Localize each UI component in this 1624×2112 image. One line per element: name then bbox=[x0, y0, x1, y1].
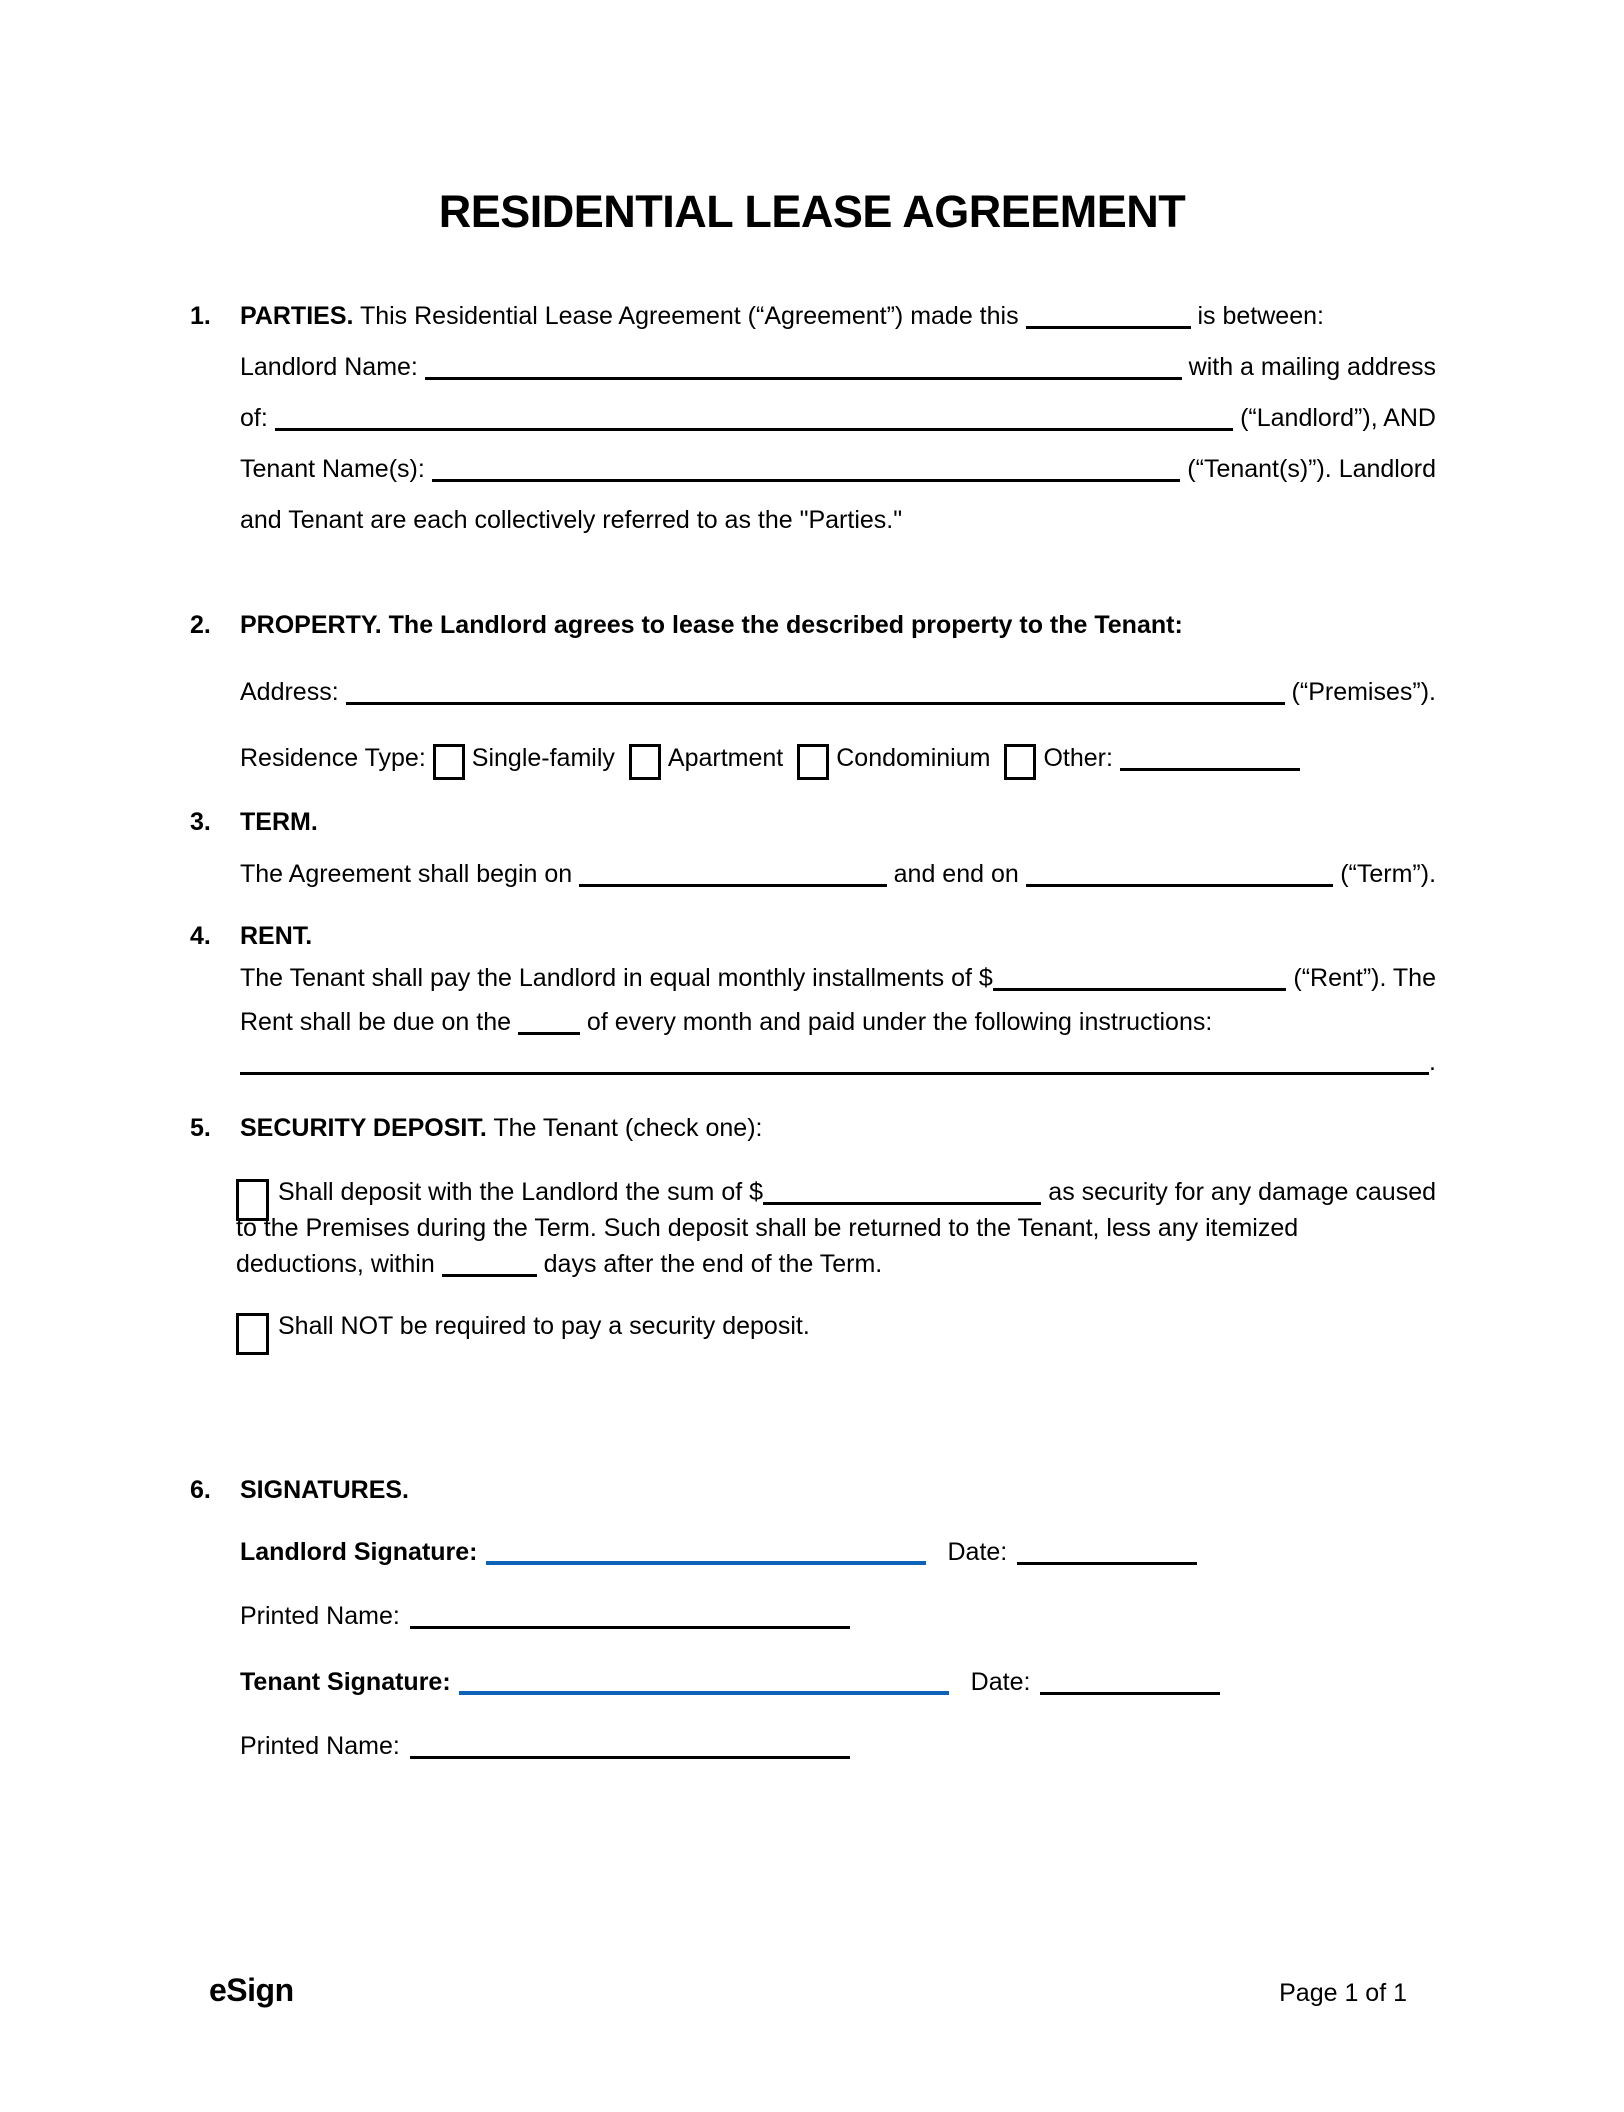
section-5-number: 5. bbox=[190, 1114, 211, 1142]
landlord-date-label: Date: bbox=[947, 1538, 1008, 1566]
blank-landlord-address[interactable] bbox=[275, 419, 1233, 431]
tenant-signature-label: Tenant Signature: bbox=[240, 1668, 451, 1696]
residence-type-label: Residence Type: bbox=[240, 744, 426, 772]
checkbox-apartment[interactable] bbox=[629, 744, 661, 780]
checkbox-single-family[interactable] bbox=[433, 744, 465, 780]
rent-heading-line bbox=[190, 920, 1436, 952]
parties-line-2 bbox=[240, 351, 1436, 383]
rent-amount-suffix: (“Rent”). The bbox=[1286, 964, 1436, 992]
rent-line-3 bbox=[240, 1046, 1436, 1078]
section-2-number: 2. bbox=[190, 611, 211, 639]
landlord-printed-name-row bbox=[240, 1600, 1436, 1632]
section-6-heading: SIGNATURES. bbox=[240, 1476, 409, 1504]
term-heading-line bbox=[190, 806, 1436, 838]
deposit-option-2-text: Shall NOT be required to pay a security deposit. bbox=[278, 1312, 810, 1340]
tenant-date-label: Date: bbox=[970, 1668, 1031, 1696]
deposit-option-1-text-e: days after the end of the Term. bbox=[536, 1250, 883, 1278]
blank-term-start-date[interactable] bbox=[579, 875, 887, 887]
apartment-label: Apartment bbox=[667, 744, 784, 772]
parties-line-5 bbox=[240, 504, 1436, 536]
deposit-option-1-line-2 bbox=[236, 1212, 1436, 1244]
landlord-date-line[interactable] bbox=[1017, 1553, 1197, 1565]
landlord-signature-line-row bbox=[240, 1536, 1436, 1568]
page-footer bbox=[209, 1972, 1407, 2009]
parties-closing-text: and Tenant are each collectively referred to as the "Parties." bbox=[240, 506, 903, 534]
deposit-option-1-text-a: Shall deposit with the Landlord the sum of $ bbox=[278, 1178, 764, 1206]
parties-line-1 bbox=[190, 300, 1436, 332]
parties-intro-suffix: is between: bbox=[1190, 302, 1324, 330]
section-3-heading: TERM. bbox=[240, 808, 318, 836]
blank-agreement-date[interactable] bbox=[1026, 317, 1191, 329]
checkbox-no-deposit[interactable] bbox=[236, 1313, 269, 1355]
tenant-names-suffix: (“Tenant(s)”). Landlord bbox=[1180, 455, 1436, 483]
tenant-printed-name-row bbox=[240, 1730, 1436, 1762]
rent-due-text: Rent shall be due on the bbox=[240, 1008, 518, 1036]
address-suffix: (“Premises”). bbox=[1284, 678, 1436, 706]
deposit-option-1-text-b: as security for any damage caused bbox=[1041, 1178, 1436, 1206]
landlord-name-suffix: with a mailing address bbox=[1181, 353, 1436, 381]
payment-instructions-period: . bbox=[1429, 1048, 1436, 1076]
tenant-printed-name-label: Printed Name: bbox=[240, 1732, 400, 1760]
other-label: Other: bbox=[1043, 744, 1120, 772]
checkbox-condominium[interactable] bbox=[797, 744, 829, 780]
residence-type-line bbox=[240, 742, 1436, 778]
rent-line-2 bbox=[240, 1006, 1436, 1038]
tenant-date-line[interactable] bbox=[1040, 1683, 1220, 1695]
tenant-signature-line[interactable] bbox=[459, 1682, 949, 1695]
document-title: RESIDENTIAL LEASE AGREEMENT bbox=[438, 186, 1186, 237]
single-family-label: Single-family bbox=[471, 744, 615, 772]
deposit-option-1-text-c: to the Premises during the Term. Such deposit shall be returned to the Tenant, less any itemized bbox=[236, 1214, 1299, 1242]
term-end-text: and end on bbox=[886, 860, 1026, 888]
tenant-signature-line-row bbox=[240, 1666, 1436, 1698]
blank-rent-due-day[interactable] bbox=[518, 1023, 580, 1035]
section-2-heading: PROPERTY. bbox=[240, 611, 382, 639]
page-number: Page 1 of 1 bbox=[1279, 1979, 1407, 2007]
blank-payment-instructions[interactable] bbox=[240, 1063, 1429, 1075]
deposit-option-2-line bbox=[236, 1310, 1436, 1352]
landlord-printed-name-line[interactable] bbox=[410, 1617, 850, 1629]
term-suffix: (“Term”). bbox=[1333, 860, 1437, 888]
section-4-heading: RENT. bbox=[240, 922, 313, 950]
section-5-heading: SECURITY DEPOSIT. bbox=[240, 1114, 487, 1142]
blank-tenant-names[interactable] bbox=[432, 470, 1181, 482]
landlord-address-suffix: (“Landlord”), AND bbox=[1233, 404, 1436, 432]
section-3-number: 3. bbox=[190, 808, 211, 836]
tenant-printed-name-line[interactable] bbox=[410, 1747, 850, 1759]
property-intro-text: The Landlord agrees to lease the described property to the Tenant: bbox=[381, 611, 1183, 639]
blank-term-end-date[interactable] bbox=[1026, 875, 1334, 887]
blank-deposit-amount[interactable] bbox=[763, 1193, 1041, 1205]
rent-amount-text: The Tenant shall pay the Landlord in equal monthly installments of $ bbox=[240, 964, 993, 992]
landlord-address-label: of: bbox=[240, 404, 275, 432]
section-1-heading: PARTIES. bbox=[240, 302, 354, 330]
property-heading-line bbox=[190, 609, 1436, 641]
condominium-label: Condominium bbox=[836, 744, 991, 772]
parties-line-3 bbox=[240, 402, 1436, 434]
rent-line-1 bbox=[240, 962, 1436, 994]
landlord-name-label: Landlord Name: bbox=[240, 353, 425, 381]
security-deposit-intro: The Tenant (check one): bbox=[486, 1114, 763, 1142]
blank-deposit-return-days[interactable] bbox=[442, 1265, 537, 1277]
parties-intro-text: This Residential Lease Agreement (“Agreement”) made this bbox=[353, 302, 1026, 330]
section-1-number: 1. bbox=[190, 302, 211, 330]
security-deposit-heading-line bbox=[190, 1112, 1436, 1144]
rent-due-suffix: of every month and paid under the following instructions: bbox=[579, 1008, 1213, 1036]
parties-line-4 bbox=[240, 453, 1436, 485]
address-label: Address: bbox=[240, 678, 346, 706]
landlord-signature-label: Landlord Signature: bbox=[240, 1538, 478, 1566]
signatures-heading-line bbox=[190, 1474, 1436, 1506]
property-address-line bbox=[240, 676, 1436, 708]
blank-landlord-name[interactable] bbox=[425, 368, 1182, 380]
deposit-option-1-text-d: deductions, within bbox=[236, 1250, 442, 1278]
esign-logo: eSign bbox=[209, 1972, 294, 2008]
blank-property-address[interactable] bbox=[346, 693, 1285, 705]
deposit-option-1-line-3 bbox=[236, 1248, 1436, 1280]
term-begin-text: The Agreement shall begin on bbox=[240, 860, 580, 888]
section-4-number: 4. bbox=[190, 922, 211, 950]
landlord-signature-line[interactable] bbox=[486, 1552, 926, 1565]
checkbox-other[interactable] bbox=[1004, 744, 1036, 780]
tenant-names-label: Tenant Name(s): bbox=[240, 455, 432, 483]
blank-rent-amount[interactable] bbox=[993, 979, 1287, 991]
landlord-printed-name-label: Printed Name: bbox=[240, 1602, 400, 1630]
section-6-number: 6. bbox=[190, 1476, 211, 1504]
blank-other-residence[interactable] bbox=[1120, 759, 1300, 771]
term-line bbox=[240, 858, 1436, 890]
